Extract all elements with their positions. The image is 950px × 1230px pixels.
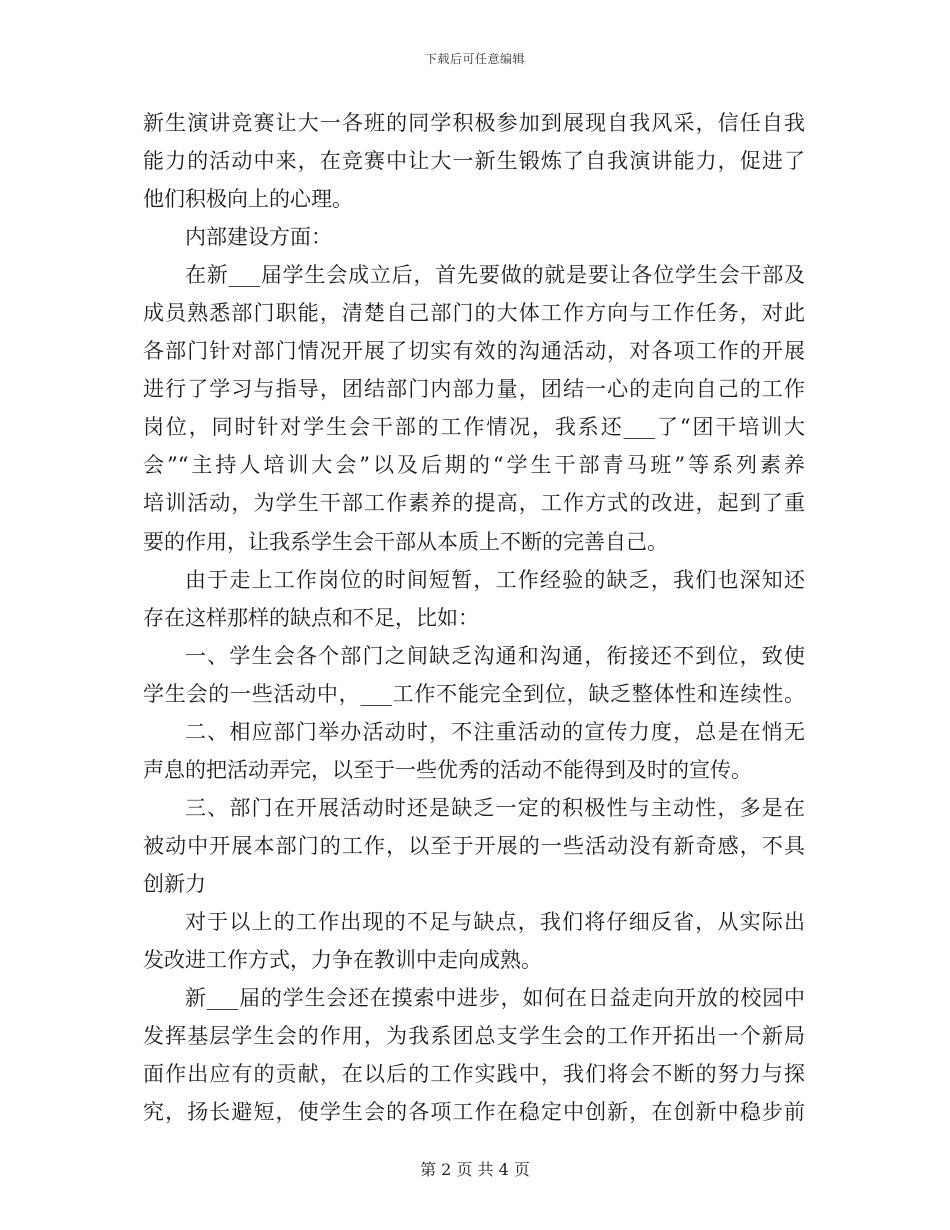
text-line: 三、部门在开展活动时还是缺乏一定的积极性与主动性，多是在 — [185, 795, 805, 820]
text-line: 在新___届学生会成立后，首先要做的就是要让各位学生会干部及 — [185, 263, 805, 288]
text-line: 一、学生会各个部门之间缺乏沟通和沟通，衔接还不到位，致使 — [185, 643, 805, 668]
text-line: 被动中开展本部门的工作，以至于开展的一些活动没有新奇感，不具 — [143, 833, 805, 858]
text-line: 发改进工作方式，力争在教训中走向成熟。 — [143, 948, 542, 973]
text-line: 面作出应有的贡献，在以后的工作实践中，我们将会不断的努力与探 — [143, 1062, 805, 1087]
text-line: 究，扬长避短，使学生会的各项工作在稳定中创新，在创新中稳步前 — [143, 1100, 805, 1125]
page-number-footer: 第 2 页 共 4 页 — [420, 1160, 530, 1179]
text-line: 学生会的一些活动中，___工作不能完全到位，缺乏整体性和连续性。 — [143, 681, 805, 706]
text-line: 新生演讲竞赛让大一各班的同学积极参加到展现自我风采，信任自我 — [143, 111, 805, 135]
text-line: 创新力 — [143, 871, 206, 896]
text-line: 要的作用，让我系学生会干部从本质上不断的完善自己。 — [143, 529, 668, 554]
text-line: 新___届的学生会还在摸索中进步，如何在日益走向开放的校园中 — [185, 986, 805, 1011]
text-line: 发挥基层学生会的作用，为我系团总支学生会的工作开拓出一个新局 — [143, 1024, 805, 1049]
text-line: 培训活动，为学生干部工作素养的提高，工作方式的改进，起到了重 — [143, 491, 805, 516]
text-line: 能力的活动中来，在竞赛中让大一新生锻炼了自我演讲能力，促进了 — [143, 149, 805, 174]
text-line: 存在这样那样的缺点和不足，比如： — [143, 605, 479, 630]
text-line: 成员熟悉部门职能，清楚自己部门的大体工作方向与工作任务，对此 — [143, 301, 805, 326]
document-body — [143, 104, 805, 1131]
text-line: 岗位，同时针对学生会干部的工作情况，我系还___了“团干培训大 — [143, 415, 805, 440]
text-line: 会”“主持人培训大会”以及后期的“学生干部青马班”等系列素养 — [143, 453, 805, 478]
text-line: 声息的把活动弄完，以至于一些优秀的活动不能得到及时的宣传。 — [143, 757, 752, 782]
text-line: 各部门针对部门情况开展了切实有效的沟通活动，对各项工作的开展 — [143, 339, 805, 364]
text-line: 他们积极向上的心理。 — [143, 187, 353, 212]
text-line: 内部建设方面： — [185, 225, 332, 250]
page-header: 下载后可任意编辑 — [424, 52, 525, 66]
text-line: 二、相应部门举办活动时，不注重活动的宣传力度，总是在悄无 — [185, 719, 805, 744]
text-line: 进行了学习与指导，团结部门内部力量，团结一心的走向自己的工作 — [143, 377, 805, 402]
text-line: 由于走上工作岗位的时间短暂，工作经验的缺乏，我们也深知还 — [185, 567, 805, 592]
text-line: 对于以上的工作出现的不足与缺点，我们将仔细反省，从实际出 — [185, 909, 805, 934]
